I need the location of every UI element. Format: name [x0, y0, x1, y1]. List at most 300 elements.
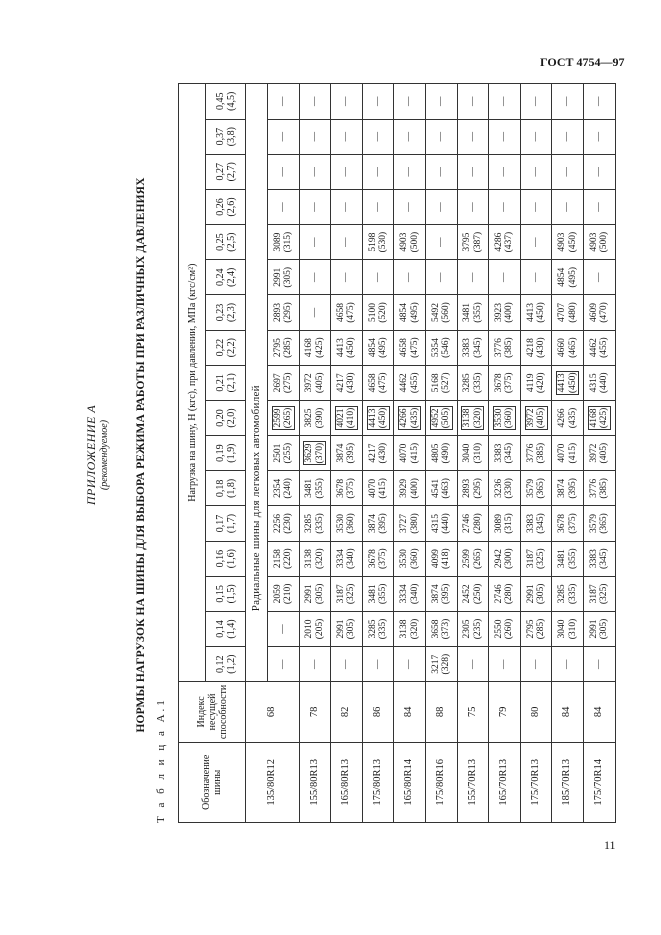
no-value-dash: —	[341, 131, 352, 142]
load-newtons: 5198	[367, 232, 378, 252]
load-kgf: (335)	[314, 513, 325, 534]
load-value	[431, 331, 452, 365]
load-newtons: 4658	[399, 338, 410, 358]
no-value-dash: —	[404, 167, 415, 177]
load-value-cell	[362, 576, 394, 611]
load-kgf: (475)	[346, 302, 357, 323]
load-value-cell	[520, 189, 552, 224]
column-header-pressure	[206, 119, 246, 154]
load-value-cell	[552, 189, 584, 224]
load-value-cell	[299, 330, 331, 365]
load-value-cell	[299, 611, 331, 646]
load-value-cell	[425, 119, 457, 154]
load-value	[557, 401, 578, 435]
load-value-cell	[331, 471, 363, 506]
no-value-dash: —	[562, 131, 573, 142]
load-newtons: 3530	[335, 514, 346, 533]
load-kgf: (375)	[378, 548, 389, 569]
load-value-cell	[583, 506, 615, 541]
load-newtons: 3285	[367, 619, 378, 639]
load-value-cell	[425, 400, 457, 435]
load-newtons: 2305	[462, 619, 473, 639]
load-value-cell	[362, 84, 394, 120]
load-newtons: 2746	[462, 514, 473, 533]
load-kgf: (440)	[441, 513, 452, 534]
load-value	[273, 260, 294, 294]
load-newtons: 3138	[399, 619, 410, 639]
load-value-cell	[362, 541, 394, 576]
load-value	[462, 542, 483, 576]
load-value-cell	[552, 471, 584, 506]
load-value-cell	[457, 365, 489, 400]
load-value	[399, 542, 420, 576]
load-value-cell	[489, 260, 521, 295]
load-kgf: (305)	[314, 583, 325, 605]
load-newtons: 4168	[588, 408, 599, 428]
pressure-mpa: 0,14	[214, 620, 226, 638]
load-value	[399, 506, 420, 540]
load-value	[399, 612, 420, 646]
load-kgf: (315)	[504, 513, 515, 534]
load-newtons: 2893	[272, 302, 283, 322]
load-kgf: (335)	[567, 583, 578, 605]
load-kgf: (495)	[378, 337, 389, 358]
load-newtons: 3334	[399, 584, 410, 604]
load-value-cell	[268, 154, 300, 189]
load-newtons: 4658	[367, 373, 378, 393]
load-value-cell	[457, 436, 489, 471]
load-newtons: 2991	[304, 584, 315, 604]
load-value	[431, 436, 452, 470]
load-kgf: (450)	[567, 231, 578, 253]
load-value	[368, 436, 389, 470]
load-value-cell	[552, 84, 584, 120]
no-value-dash: —	[309, 131, 320, 142]
pressure-mpa: 0,24	[214, 268, 226, 287]
load-value-cell	[268, 295, 300, 330]
load-value-cell	[268, 119, 300, 154]
load-value	[399, 331, 420, 365]
load-value-cell	[331, 400, 363, 435]
load-value	[494, 225, 515, 259]
load-value-cell	[268, 260, 300, 295]
load-value	[431, 577, 452, 611]
load-value-cell	[489, 576, 521, 611]
load-newtons: 3383	[525, 514, 536, 533]
load-value-cell	[331, 541, 363, 576]
no-value-dash: —	[341, 167, 352, 177]
column-header-pressure	[206, 154, 246, 189]
load-newtons: 2991	[335, 619, 346, 639]
load-kgf: (285)	[283, 337, 294, 358]
pressure-mpa: 0,45	[214, 92, 226, 111]
load-value	[368, 471, 389, 505]
load-value-cell	[331, 119, 363, 154]
load-newtons: 3089	[272, 232, 283, 252]
load-value-cell	[583, 189, 615, 224]
pressure-kgf: (1,5)	[225, 584, 237, 604]
load-value-cell	[520, 611, 552, 646]
load-value-cell	[520, 154, 552, 189]
no-value-dash: —	[436, 96, 447, 107]
load-kgf: (450)	[346, 337, 357, 358]
load-value-cell	[425, 471, 457, 506]
load-value	[368, 331, 389, 365]
load-value-cell	[425, 260, 457, 295]
load-value-cell	[489, 295, 521, 330]
load-value	[368, 542, 389, 576]
load-value-cell	[457, 225, 489, 260]
load-value-cell	[268, 84, 300, 120]
load-value-cell	[299, 541, 331, 576]
load-value	[398, 406, 421, 431]
load-value-cell	[583, 400, 615, 435]
column-header-pressure	[206, 506, 246, 541]
load-value	[304, 331, 325, 365]
load-newtons: 3040	[462, 443, 473, 463]
load-kgf: (560)	[441, 302, 452, 323]
no-value-dash: —	[499, 272, 510, 283]
load-value-cell	[583, 119, 615, 154]
load-value-cell	[552, 365, 584, 400]
load-kgf: (395)	[378, 513, 389, 534]
load-value-cell	[268, 471, 300, 506]
load-newtons: 3874	[557, 478, 568, 498]
load-kgf: (405)	[314, 372, 325, 394]
load-value-cell	[394, 189, 426, 224]
load-value-cell	[457, 541, 489, 576]
load-value-cell	[362, 295, 394, 330]
load-kgf: (546)	[441, 337, 452, 358]
load-kgf: (385)	[599, 478, 610, 499]
load-kgf: (495)	[409, 302, 420, 323]
load-kgf: (387)	[472, 231, 483, 253]
load-newtons: 3285	[462, 373, 473, 393]
load-value-cell	[457, 154, 489, 189]
load-value-cell	[268, 611, 300, 646]
load-newtons: 2697	[272, 373, 283, 393]
load-kgf: (385)	[504, 337, 515, 358]
load-kgf: (265)	[283, 407, 294, 429]
load-index: 80	[520, 682, 552, 742]
load-value-cell	[583, 471, 615, 506]
no-value-dash: —	[309, 167, 320, 177]
load-newtons: 3236	[493, 478, 504, 498]
load-value-cell	[489, 400, 521, 435]
load-newtons: 4315	[430, 514, 441, 533]
pressure-kgf: (4,5)	[225, 91, 237, 111]
no-value-dash: —	[278, 202, 289, 212]
load-kgf: (250)	[472, 583, 483, 605]
no-value-dash: —	[436, 131, 447, 142]
pressure-kgf: (1,8)	[225, 478, 237, 498]
tire-designation: 175/80R16	[425, 742, 457, 822]
load-value-cell	[583, 330, 615, 365]
load-newtons: 3678	[335, 478, 346, 498]
table-row	[362, 84, 394, 823]
load-newtons: 3187	[525, 549, 536, 569]
load-kgf: (360)	[504, 407, 515, 429]
pressure-mpa: 0,21	[214, 374, 226, 392]
load-value-cell	[299, 506, 331, 541]
load-newtons: 2059	[272, 584, 283, 604]
load-value-cell	[331, 330, 363, 365]
load-value-cell	[457, 647, 489, 682]
load-value	[336, 506, 357, 540]
load-newtons: 4658	[335, 302, 346, 322]
load-value	[494, 436, 515, 470]
load-newtons: 3874	[430, 584, 441, 604]
load-value-cell	[362, 436, 394, 471]
load-kgf: (500)	[599, 231, 610, 253]
load-kgf: (235)	[472, 618, 483, 640]
load-value	[273, 295, 294, 329]
table-row	[457, 84, 489, 823]
load-kgf: (335)	[472, 372, 483, 394]
load-value	[399, 577, 420, 611]
load-value-cell	[552, 611, 584, 646]
load-value	[462, 436, 483, 470]
load-newtons: 3776	[525, 443, 536, 463]
pressure-kgf: (1,2)	[225, 654, 237, 674]
load-value-cell	[394, 400, 426, 435]
load-value	[557, 260, 578, 294]
load-value-cell	[520, 84, 552, 120]
load-value	[526, 542, 547, 576]
pressure-mpa: 0,17	[214, 514, 226, 533]
load-value-cell	[520, 365, 552, 400]
no-value-dash: —	[562, 96, 573, 107]
load-value	[273, 225, 294, 259]
load-value-cell	[394, 119, 426, 154]
load-value-cell	[552, 154, 584, 189]
load-newtons: 3874	[367, 514, 378, 533]
load-value	[494, 471, 515, 505]
load-value	[336, 542, 357, 576]
load-value-cell	[457, 400, 489, 435]
load-value	[462, 331, 483, 365]
load-kgf: (375)	[567, 513, 578, 534]
load-value-cell	[520, 260, 552, 295]
load-kgf: (463)	[441, 478, 452, 499]
load-value	[494, 366, 515, 400]
load-value-cell	[394, 260, 426, 295]
load-value	[368, 225, 389, 259]
load-value-cell	[299, 260, 331, 295]
load-value	[368, 295, 389, 329]
no-value-dash: —	[341, 237, 352, 247]
load-value-cell	[583, 365, 615, 400]
no-value-dash: —	[278, 659, 289, 669]
load-value-cell	[362, 225, 394, 260]
pressure-kgf: (2,5)	[225, 232, 237, 252]
load-value-cell	[362, 400, 394, 435]
load-kgf: (430)	[378, 442, 389, 464]
section-label: Радиальные шины для легковых автомобилей	[246, 84, 268, 682]
load-kgf: (325)	[536, 548, 547, 569]
load-newtons: 3629	[304, 443, 315, 463]
load-value-cell	[394, 84, 426, 120]
pressure-mpa: 0,15	[214, 585, 226, 603]
load-value-cell	[299, 119, 331, 154]
load-index: 75	[457, 682, 489, 742]
load-value-cell	[583, 541, 615, 576]
no-value-dash: —	[278, 624, 289, 634]
load-kgf: (370)	[314, 442, 325, 464]
load-value-cell	[299, 400, 331, 435]
pressure-mpa: 0,22	[214, 338, 226, 357]
load-value-cell	[394, 541, 426, 576]
load-kgf: (440)	[599, 372, 610, 394]
load-value-cell	[520, 541, 552, 576]
pressure-mpa: 0,20	[214, 409, 226, 427]
load-value-cell	[362, 647, 394, 682]
load-value	[273, 577, 294, 611]
load-kgf: (465)	[567, 337, 578, 358]
load-value-cell	[552, 295, 584, 330]
load-kgf: (355)	[378, 583, 389, 605]
load-kgf: (418)	[441, 548, 452, 569]
load-kgf: (355)	[472, 302, 483, 323]
load-value-cell	[520, 576, 552, 611]
pressure-mpa: 0,12	[214, 655, 226, 673]
load-newtons: 4413	[525, 302, 536, 322]
load-value	[304, 506, 325, 540]
tire-designation: 135/80R12	[246, 742, 300, 822]
load-newtons: 3530	[399, 549, 410, 569]
appendix-heading	[84, 355, 110, 555]
pressure-kgf: (1,9)	[225, 443, 237, 463]
tire-designation: 185/70R13	[552, 742, 584, 822]
load-kgf: (275)	[283, 372, 294, 394]
load-value	[462, 506, 483, 540]
load-newtons: 3972	[304, 373, 315, 393]
load-kgf: (260)	[504, 618, 515, 640]
load-value	[368, 612, 389, 646]
load-kgf: (365)	[599, 513, 610, 534]
load-newtons: 3776	[588, 478, 599, 498]
load-value	[526, 331, 547, 365]
load-newtons: 5354	[430, 338, 441, 358]
load-newtons: 3383	[588, 549, 599, 569]
load-kgf: (328)	[441, 653, 452, 675]
load-newtons: 2452	[462, 584, 473, 604]
load-value	[589, 471, 610, 505]
load-newtons: 3825	[304, 408, 315, 428]
load-value-cell	[394, 154, 426, 189]
no-value-dash: —	[467, 659, 478, 669]
load-value	[431, 506, 452, 540]
load-newtons: 3187	[335, 584, 346, 604]
load-newtons: 3334	[335, 549, 346, 569]
load-value-cell	[583, 436, 615, 471]
load-kgf: (340)	[409, 583, 420, 605]
tire-designation: 175/70R14	[583, 742, 615, 822]
no-value-dash: —	[593, 202, 604, 212]
load-value-cell	[331, 260, 363, 295]
load-kgf: (400)	[409, 478, 420, 499]
load-kgf: (230)	[283, 513, 294, 534]
load-value	[368, 577, 389, 611]
no-value-dash: —	[530, 96, 541, 107]
load-value	[273, 542, 294, 576]
no-value-dash: —	[309, 659, 320, 669]
load-newtons: 4070	[399, 443, 410, 463]
load-newtons: 4266	[399, 408, 410, 428]
no-value-dash: —	[499, 131, 510, 142]
load-value	[526, 506, 547, 540]
load-value-cell	[520, 647, 552, 682]
load-newtons: 3923	[493, 302, 504, 322]
load-newtons: 2010	[304, 619, 315, 639]
column-header-pressure	[206, 330, 246, 365]
load-value	[304, 471, 325, 505]
load-newtons: 3481	[304, 478, 315, 498]
load-newtons: 4854	[367, 338, 378, 358]
column-header-load-index: Индекс несущей способности	[179, 682, 246, 742]
no-value-dash: —	[436, 272, 447, 283]
load-value-cell	[425, 330, 457, 365]
pressure-kgf: (1,7)	[225, 513, 237, 534]
load-newtons: 4805	[430, 443, 441, 463]
pressure-kgf: (2,1)	[225, 373, 237, 393]
load-value	[589, 331, 610, 365]
load-value-cell	[457, 471, 489, 506]
load-newtons: 4168	[304, 338, 315, 358]
load-value-cell	[489, 506, 521, 541]
load-kgf: (300)	[504, 548, 515, 569]
load-value	[525, 406, 548, 431]
load-value	[526, 471, 547, 505]
load-newtons: 3481	[367, 584, 378, 604]
load-newtons: 4413	[557, 373, 568, 393]
load-value	[494, 612, 515, 646]
load-value	[431, 471, 452, 505]
load-value-cell	[331, 189, 363, 224]
load-newtons: 3138	[304, 549, 315, 569]
load-value-cell	[552, 436, 584, 471]
no-value-dash: —	[499, 96, 510, 107]
load-value	[462, 612, 483, 646]
load-value-cell	[520, 471, 552, 506]
no-value-dash: —	[467, 96, 478, 107]
load-value-cell	[583, 154, 615, 189]
column-header-pressure	[206, 189, 246, 224]
column-header-pressure	[206, 400, 246, 435]
load-kgf: (375)	[346, 478, 357, 499]
no-value-dash: —	[309, 96, 320, 107]
load-value	[399, 436, 420, 470]
load-kgf: (320)	[314, 548, 325, 569]
load-value-cell	[583, 260, 615, 295]
load-kgf: (420)	[536, 372, 547, 394]
no-value-dash: —	[372, 96, 383, 107]
load-value-cell	[299, 225, 331, 260]
load-kgf: (475)	[409, 337, 420, 358]
no-value-dash: —	[562, 202, 573, 212]
load-kgf: (405)	[536, 407, 547, 429]
load-value-cell	[394, 365, 426, 400]
load-kgf: (520)	[378, 302, 389, 323]
load-newtons: 3776	[493, 338, 504, 358]
load-value	[368, 366, 389, 400]
no-value-dash: —	[372, 272, 383, 283]
load-newtons: 5492	[430, 302, 441, 322]
pressure-mpa: 0,37	[214, 127, 226, 146]
load-value-cell	[583, 225, 615, 260]
load-kgf: (280)	[504, 583, 515, 605]
column-group-header-load: Нагрузка на шину, Н (кгс), при давлении, МПа (кгс/см²)	[179, 84, 206, 682]
